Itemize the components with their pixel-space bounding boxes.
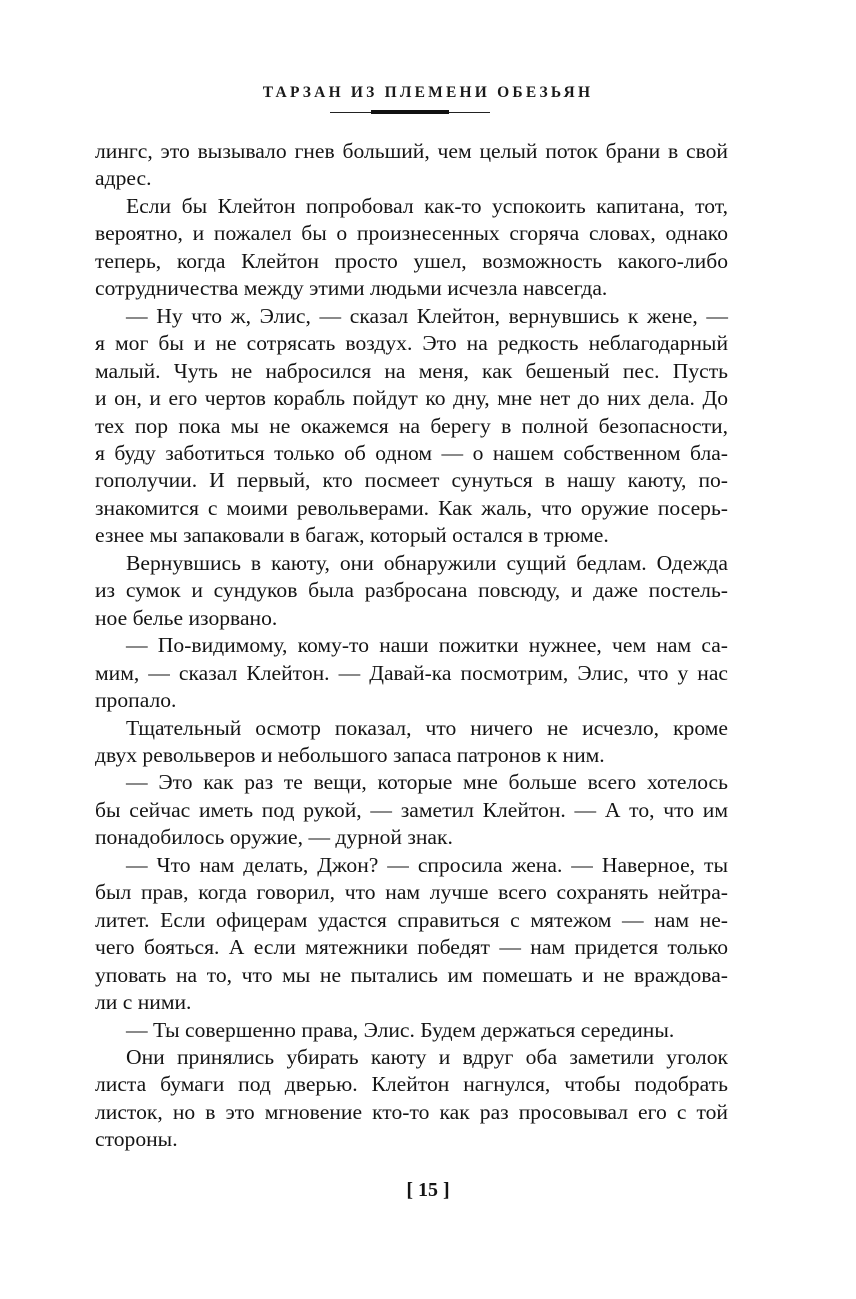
text-line: я мог бы и не сотрясать воздух. Это на редкость неблагодарный: [95, 331, 728, 356]
text-line: Если бы Клейтон попробовал как-то успокоить капитана, тот,: [126, 193, 728, 218]
text-line: тех пор пока мы не окажемся на берегу в полной безопасности,: [95, 413, 728, 438]
text-line: был прав, когда говорил, что нам лучше всего сохранять нейтра-: [95, 880, 728, 905]
text-line: лингс, это вызывало гнев больший, чем целый поток брани в свой: [95, 139, 728, 163]
text-line: листок, но в это мгновение кто-то как раз просовывал его с той: [95, 1099, 728, 1124]
text-line: — По-видимому, кому-то наши пожитки нужнее, чем нам са-: [126, 633, 728, 658]
text-line: понадобилось оружие, — дурной знак.: [95, 825, 453, 850]
text-line: и он, и его чертов корабль пойдут ко дну, мне нет до них дела. До: [95, 386, 728, 411]
text-line: гополучии. И первый, кто посмеет сунуться в нашу каюту, по-: [95, 468, 728, 493]
text-line: бы сейчас иметь под рукой, — заметил Клейтон. — А то, что им: [95, 797, 728, 822]
text-line: теперь, когда Клейтон просто ушел, возможность какого-либо: [95, 248, 728, 273]
text-line: вероятно, и пожалел бы о произнесенных сгоряча словах, однако: [95, 221, 728, 246]
text-line: двух револьверов и небольшого запаса патронов к ним.: [95, 742, 605, 767]
text-line: я буду заботиться только об одном — о нашем собственном бла-: [95, 440, 728, 465]
text-line: Вернувшись в каюту, они обнаружили сущий бедлам. Одежда: [126, 550, 728, 575]
text-line: ное белье изорвано.: [95, 605, 278, 630]
text-line: из сумок и сундуков была разбросана повсюду, и даже постель-: [95, 578, 728, 603]
text-line: малый. Чуть не набросился на меня, как бешеный пес. Пусть: [95, 358, 728, 383]
text-line: мим, — сказал Клейтон. — Давай-ка посмотрим, Элис, что у нас: [95, 660, 728, 685]
text-line: — Ты совершенно права, Элис. Будем держаться середины.: [126, 1017, 675, 1042]
text-line: — Ну что ж, Элис, — сказал Клейтон, вернувшись к жене, —: [126, 303, 728, 328]
text-line: сотрудничества между этими людьми исчезла навсегда.: [95, 276, 608, 301]
header-rule-accent: [371, 110, 449, 114]
text-line: уповать на то, что мы не пытались им помешать и не враждова-: [95, 962, 728, 987]
text-line: Они принялись убирать каюту и вдруг оба заметили уголок: [126, 1044, 728, 1069]
body-text: [95, 138, 728, 1154]
text-line: стороны.: [95, 1127, 178, 1152]
text-line: Тщательный осмотр показал, что ничего не исчезло, кроме: [126, 715, 728, 740]
running-title: ТАРЗАН ИЗ ПЛЕМЕНИ ОБЕЗЬЯН: [262, 84, 594, 101]
text-line: — Что нам делать, Джон? — спросила жена. — Наверное, ты: [126, 852, 728, 877]
text-line: чего бояться. А если мятежники победят — нам придется только: [95, 935, 728, 960]
text-line: литет. Если офицерам удастся справиться с мятежом — нам не-: [95, 907, 728, 932]
text-line: — Это как раз те вещи, которые мне больше всего хотелось: [126, 770, 728, 795]
text-line: адрес.: [95, 166, 152, 191]
text-line: знакомится с моими револьверами. Как жаль, что оружие посерь-: [95, 495, 728, 520]
page-number: [ 15 ]: [406, 1179, 450, 1201]
text-line: езнее мы запаковали в багаж, который остался в трюме.: [95, 523, 609, 548]
text-line: пропало.: [95, 688, 177, 713]
text-line: листа бумаги под дверью. Клейтон нагнулся, чтобы подобрать: [95, 1072, 728, 1097]
text-line: ли с ними.: [95, 990, 192, 1015]
